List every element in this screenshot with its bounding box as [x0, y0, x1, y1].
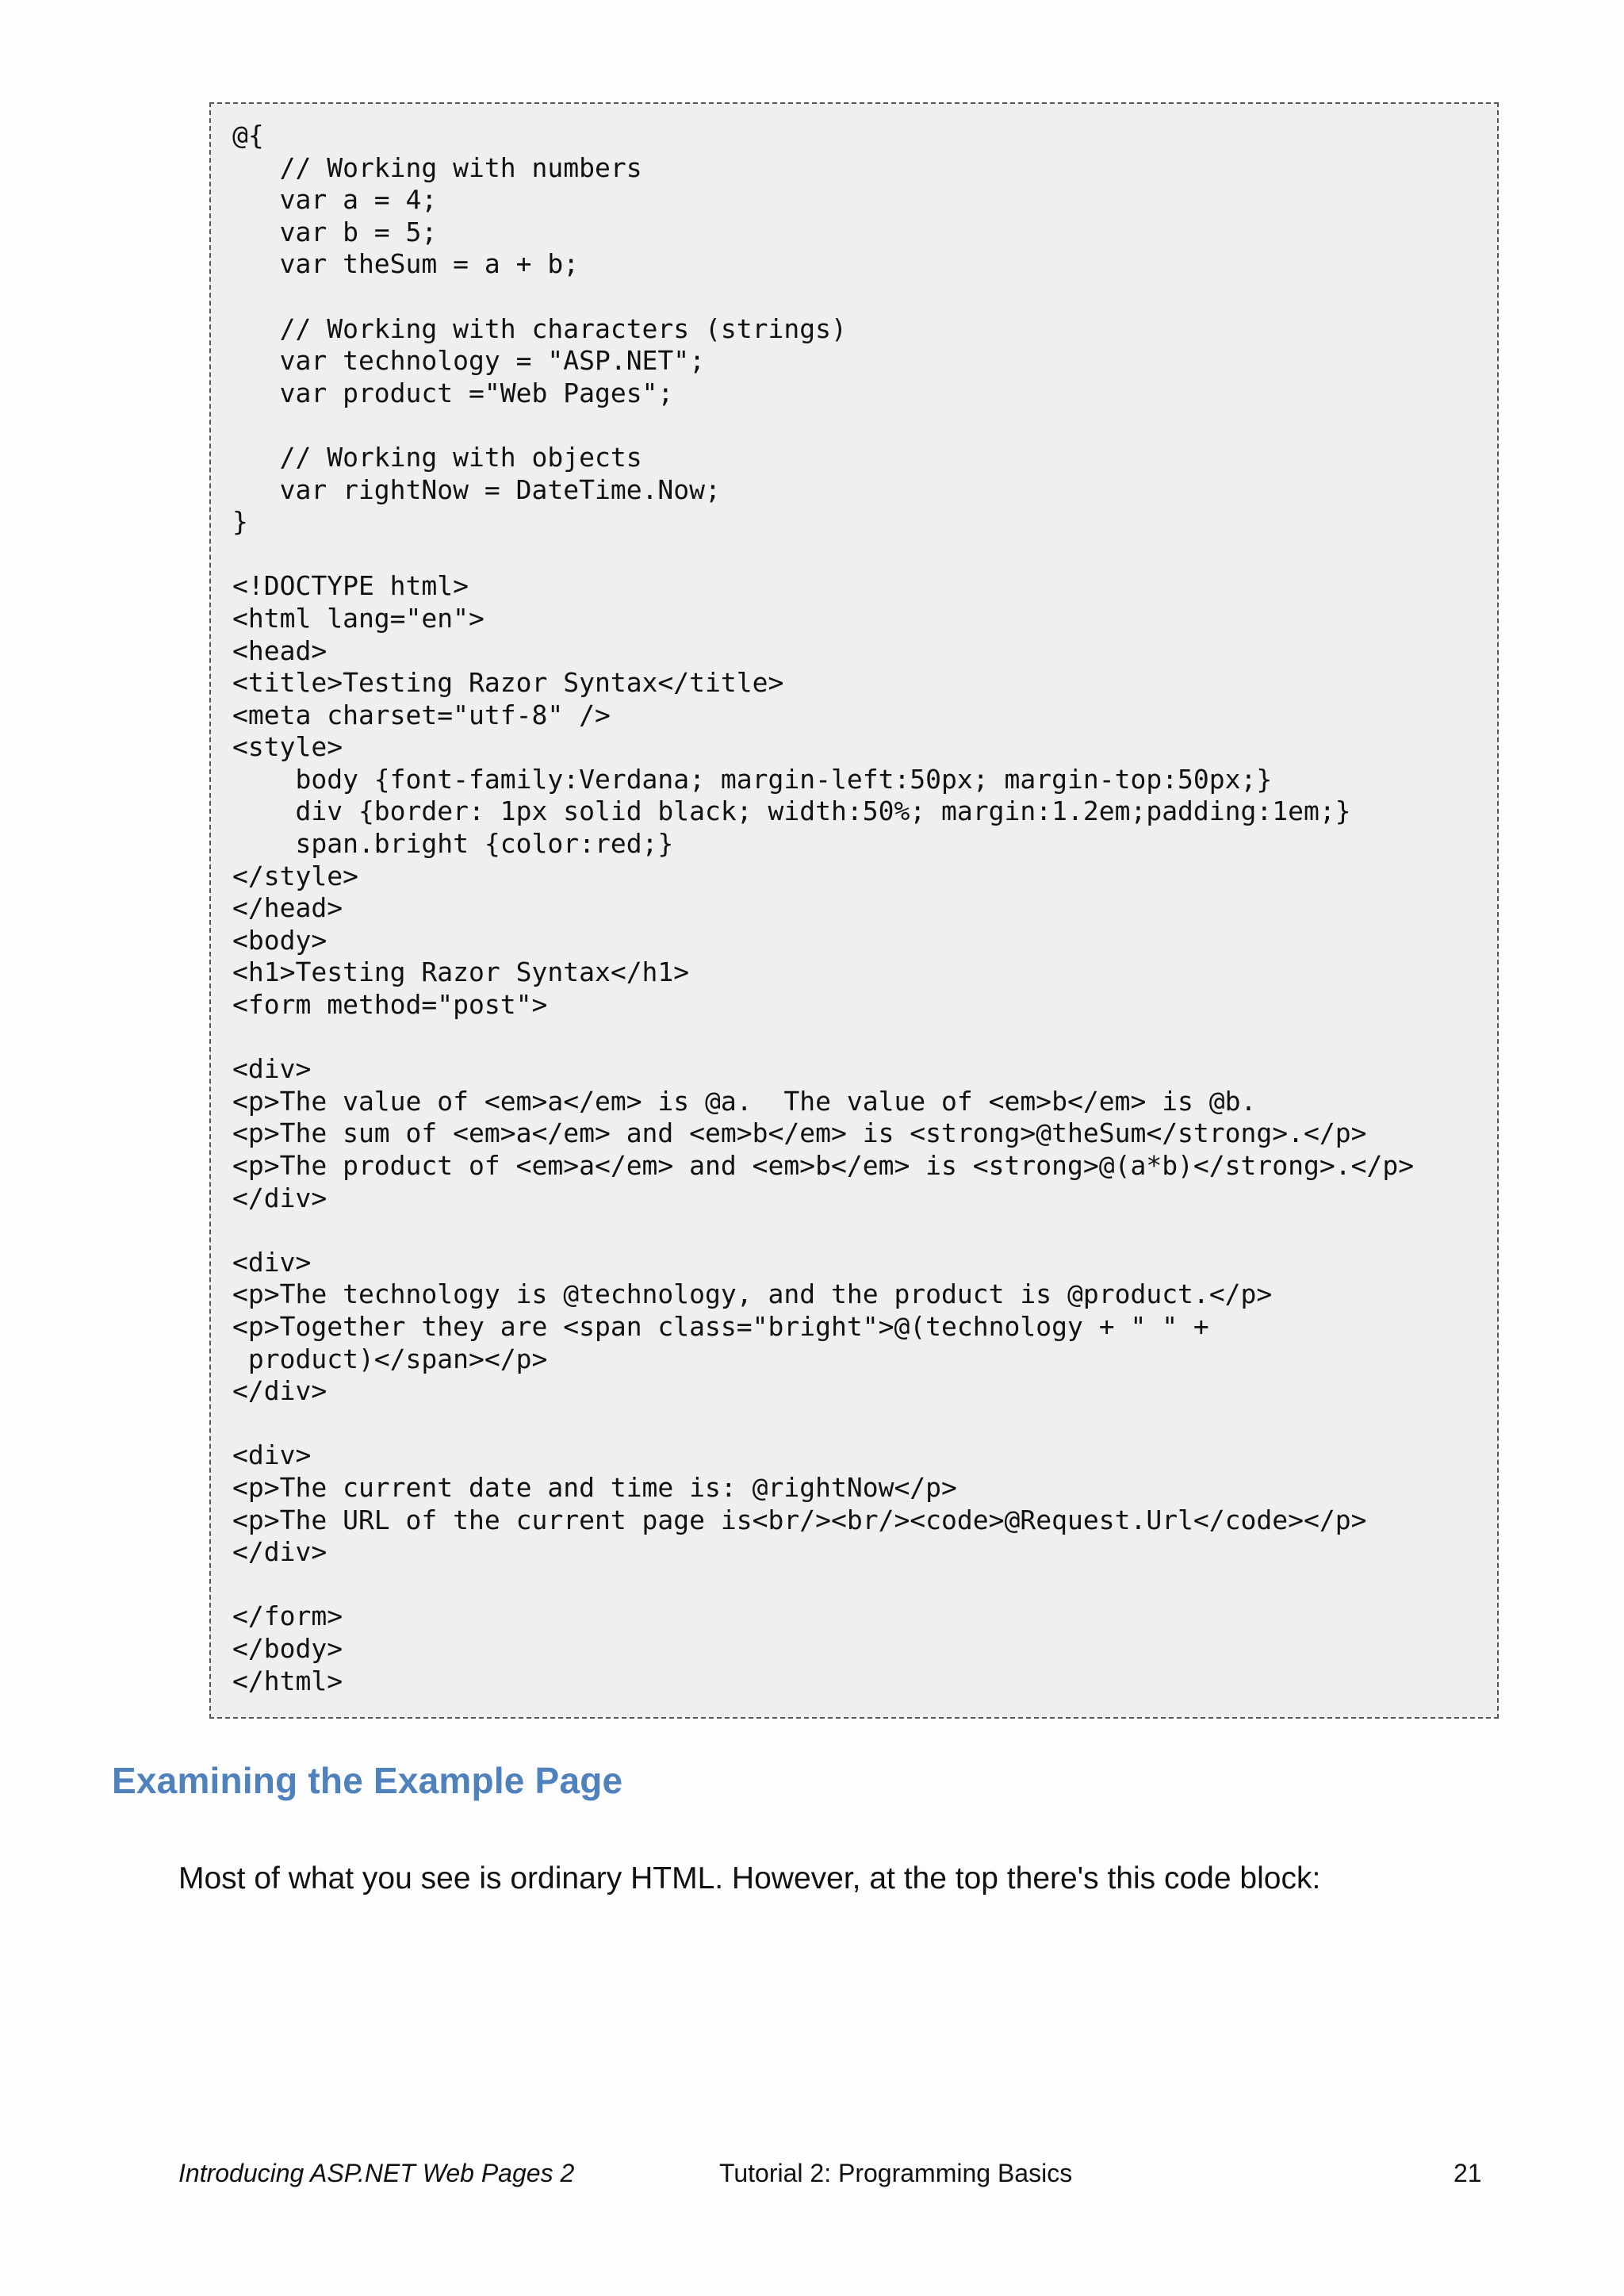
code-line: [232, 539, 1497, 571]
code-line: var rightNow = DateTime.Now;: [232, 473, 721, 505]
code-line: [232, 1408, 1497, 1440]
code-line: [232, 1022, 1497, 1054]
code-line: </html>: [232, 1665, 343, 1696]
code-line: product)</span></p>: [232, 1343, 548, 1374]
code-line: <meta charset="utf-8" />: [232, 699, 611, 730]
code-line: </form>: [232, 1600, 343, 1632]
code-line: <title>Testing Razor Syntax</title>: [232, 667, 784, 699]
code-line: </div>: [232, 1182, 327, 1213]
code-line: <p>The technology is @technology, and the product is @product.</p>: [232, 1278, 1273, 1310]
code-line: // Working with characters (strings): [232, 312, 847, 344]
code-line: <div>: [232, 1053, 312, 1085]
code-line: <body>: [232, 924, 327, 956]
code-line: var product ="Web Pages";: [232, 377, 674, 408]
code-line: div {border: 1px solid black; width:50%; margin:1.2em;padding:1em;}: [232, 795, 1351, 827]
code-line: body {font-family:Verdana; margin-left:50px; margin-top:50px;}: [232, 763, 1273, 795]
code-line: <p>The value of <em>a</em> is @a. The value of <em>b</em> is @b.: [232, 1085, 1257, 1117]
footer-book-title: Introducing ASP.NET Web Pages 2: [178, 2159, 575, 2187]
code-line: <style>: [232, 731, 343, 763]
code-line: <html lang="en">: [232, 602, 485, 634]
code-block: [209, 102, 1499, 1719]
body-paragraph: Most of what you see is ordinary HTML. However, at the top there's this code block:: [178, 1861, 1321, 1895]
code-line: <p>The URL of the current page is<br/><br/><code>@Request.Url</code></p>: [232, 1504, 1367, 1535]
code-line: <h1>Testing Razor Syntax</h1>: [232, 956, 690, 988]
code-line: <div>: [232, 1246, 312, 1278]
code-line: var technology = "ASP.NET";: [232, 345, 706, 377]
section-heading: Examining the Example Page: [112, 1760, 623, 1801]
code-line: </body>: [232, 1632, 343, 1664]
code-line: var theSum = a + b;: [232, 248, 580, 280]
code-line: @{: [232, 120, 264, 151]
code-line: <head>: [232, 634, 327, 666]
code-line: // Working with objects: [232, 441, 642, 473]
footer-chapter-title: Tutorial 2: Programming Basics: [719, 2159, 1073, 2187]
code-line: <!DOCTYPE html>: [232, 570, 469, 602]
code-line: <p>The product of <em>a</em> and <em>b</em> is <strong>@(a*b)</strong>.</p>: [232, 1150, 1415, 1181]
code-line: </div>: [232, 1536, 327, 1568]
code-line: <form method="post">: [232, 989, 548, 1021]
code-line: [232, 1214, 1497, 1247]
code-line: <p>Together they are <span class="bright">@(technology + " " +: [232, 1310, 1209, 1342]
code-line: </head>: [232, 892, 343, 924]
code-lines: [232, 120, 1497, 1697]
code-line: <p>The sum of <em>a</em> and <em>b</em> is <strong>@theSum</strong>.</p>: [232, 1117, 1367, 1149]
code-line: [232, 281, 1497, 313]
code-line: span.bright {color:red;}: [232, 828, 674, 860]
code-line: <p>The current date and time is: @rightNow</p>: [232, 1471, 957, 1503]
code-line: [232, 1569, 1497, 1601]
code-line: <div>: [232, 1439, 312, 1471]
code-line: var b = 5;: [232, 216, 438, 247]
code-line: }: [232, 506, 248, 538]
code-line: </div>: [232, 1375, 327, 1407]
footer-page-number: 21: [1454, 2159, 1482, 2187]
code-line: // Working with numbers: [232, 151, 642, 183]
code-line: [232, 409, 1497, 442]
code-line: </style>: [232, 860, 358, 891]
code-line: var a = 4;: [232, 184, 438, 216]
